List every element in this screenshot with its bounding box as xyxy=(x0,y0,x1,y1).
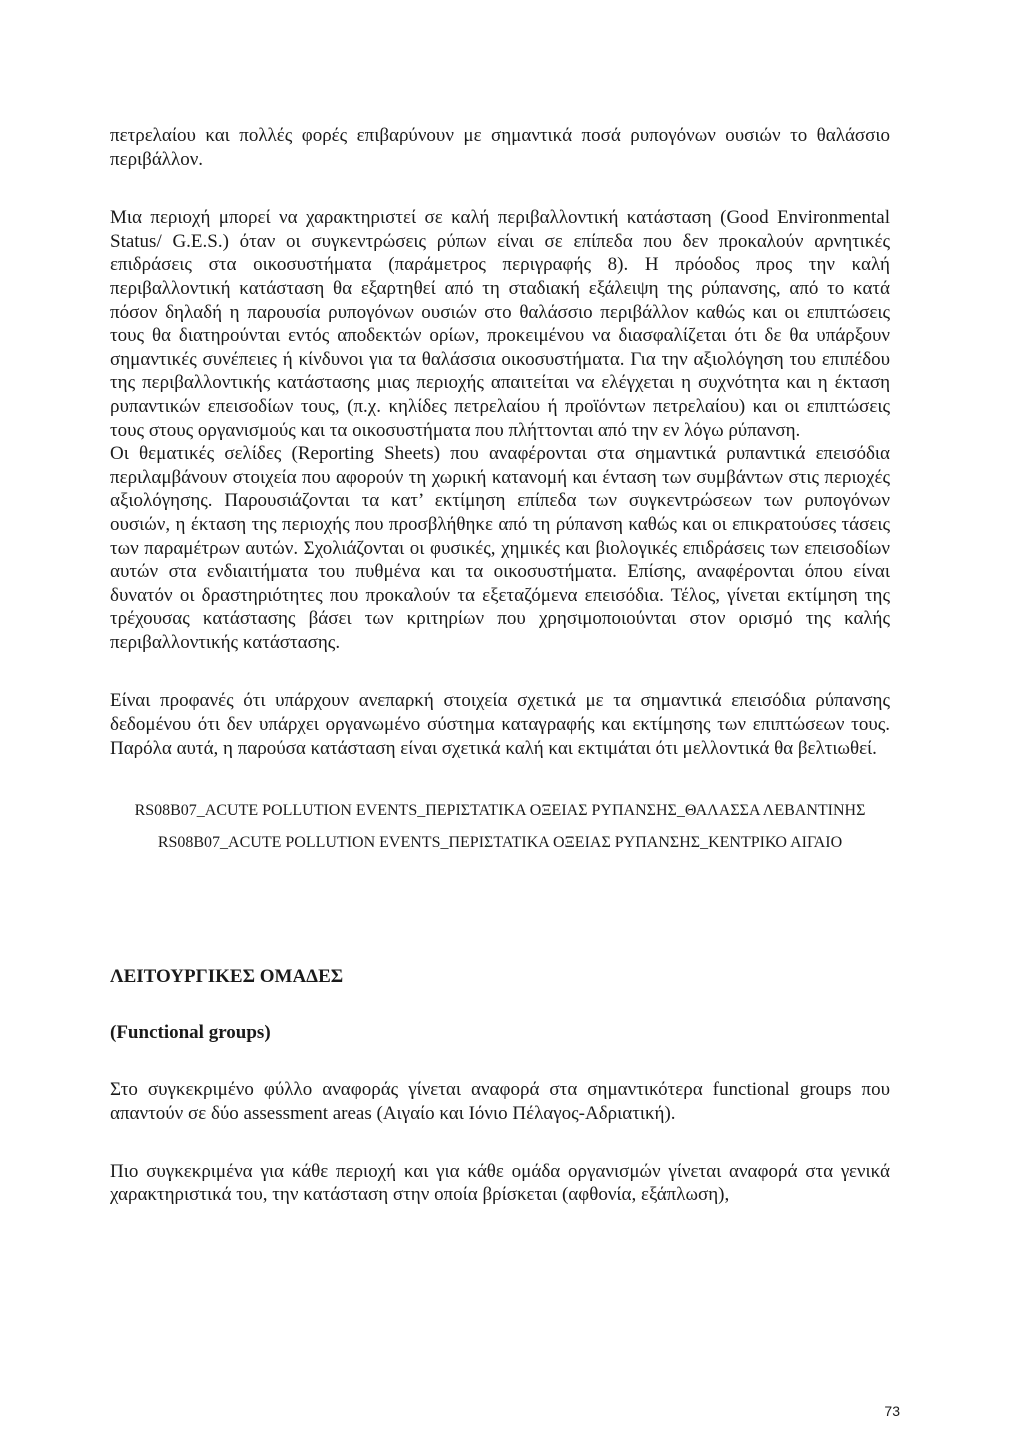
reference-central-aegean: RS08B07_ACUTE POLLUTION EVENTS_ΠΕΡΙΣΤΑΤΙΚΑ ΟΞΕΙΑΣ ΡΥΠΑΝΣΗΣ_ΚΕΝΤΡΙΚΟ ΑΙΓΑΙΟ xyxy=(157,834,843,852)
paragraph-functional-groups: Στο συγκεκριμένο φύλλο αναφοράς γίνεται αναφορά στα σημαντικότερα functional groups που απαντούν σε δύο assessment areas (Αιγαίο και Ιόνιο Πέλαγος-Αδριατική). xyxy=(110,1079,890,1125)
section-heading: ΛΕΙΤΟΥΡΓΙΚΕΣ ΟΜΑΔΕΣ xyxy=(110,966,344,988)
section-subheading: (Functional groups) xyxy=(110,1021,271,1043)
paragraph-insufficient-data: Είναι προφανές ότι υπάρχουν ανεπαρκή στοιχεία σχετικά με τα σημαντικά επεισόδια ρύπανσης δεδομένου ότι δεν υπάρχει οργανωμένο σύστημα καταγραφής και εκτίμησης των επιπτώσεων τους. Παρόλα αυτά, η παρούσα κατάσταση είναι σχετικά καλή και εκτιμάται ότι μελλοντικά θα βελτιωθεί. xyxy=(110,690,890,759)
page-number: 73 xyxy=(884,1403,900,1419)
reporting-sheet-references xyxy=(110,795,890,859)
document-page xyxy=(110,124,890,1207)
paragraph-intro-continuation: πετρελαίου και πολλές φορές επιβαρύνουν με σημαντικά ποσά ρυπογόνων ουσιών το θαλάσσιο περιβάλλον. xyxy=(110,125,890,170)
reference-levantine-sea: RS08B07_ACUTE POLLUTION EVENTS_ΠΕΡΙΣΤΑΤΙΚΑ ΟΞΕΙΑΣ ΡΥΠΑΝΣΗΣ_ΘΑΛΑΣΣΑ ΛΕΒΑΝΤΙΝΗΣ xyxy=(134,802,866,820)
paragraph-good-environmental-status: Μια περιοχή μπορεί να χαρακτηριστεί σε καλή περιβαλλοντική κατάσταση (Good Environmental Status/ G.E.S.) όταν οι συγκεντρώσεις ρύπων είναι σε επίπεδα που δεν προκαλούν αρνητικές επιδράσεις στα οικοσυστήματα (παράμετρος περιγραφής 8). Η πρόοδος προς την καλή περιβαλλοντική κατάσταση θα εξαρτηθεί από τη σταδιακή εξάλειψη της ρύπανσης, από το κατά πόσον δηλαδή η παρουσία ρυπογόνων ουσιών στο θαλάσσιο περιβάλλον καθώς και οι επιπτώσεις τους θα διατηρούνται εντός αποδεκτών ορίων, προκειμένου να διασφαλίζεται ότι δε θα υπάρξουν σημαντικές συνέπειες ή κίνδυνοι για τα θαλάσσια οικοσυστήματα. Για την αξιολόγηση του επιπέδου της περιβαλλοντικής κατάστασης μιας περιοχής απαιτείται να ελέγχεται η συχνότητα και η έκταση ρυπαντικών επεισοδίων τους, (π.χ. κηλίδες πετρελαίου ή προϊόντων πετρελαίου) και οι επιπτώσεις τους στους οργανισμούς και τα οικοσυστήματα που πλήττονται από την εν λόγω ρύπανση. xyxy=(110,207,890,441)
paragraph-area-details: Πιο συγκεκριμένα για κάθε περιοχή και για κάθε ομάδα οργανισμών γίνεται αναφορά στα γενικά χαρακτηριστικά του, την κατάσταση στην οποία βρίσκεται (αφθονία, εξάπλωση), xyxy=(110,1160,890,1206)
paragraph-reporting-sheets: Οι θεματικές σελίδες (Reporting Sheets) που αναφέρονται στα σημαντικά ρυπαντικά επεισόδια περιλαμβάνουν στοιχεία που αφορούν τη χωρική κατανομή και ένταση των συμβάντων στις περιοχές αξιολόγησης. Παρουσιάζονται τα κατ’ εκτίμηση επίπεδα των συγκεντρώσεων των ρυπογόνων ουσιών, η έκταση της περιοχής που προσβλήθηκε από τη ρύπανση καθώς και οι επικρατούσες τάσεις των παραμέτρων αυτών. Σχολιάζονται οι φυσικές, χημικές και βιολογικές επιδράσεις των επεισοδίων αυτών στα ενδιαιτήματα του πυθμένα και τα οικοσυστήματα. Επίσης, αναφέρονται όπου είναι δυνατόν οι δραστηριότητες που προκαλούν τα εξεταζόμενα επεισόδια. Τέλος, γίνεται εκτίμηση της τρέχουσας κατάστασης βάσει των κριτηρίων που χρησιμοποιούνται στον ορισμό της καλής περιβαλλοντικής κατάστασης. xyxy=(110,443,890,653)
